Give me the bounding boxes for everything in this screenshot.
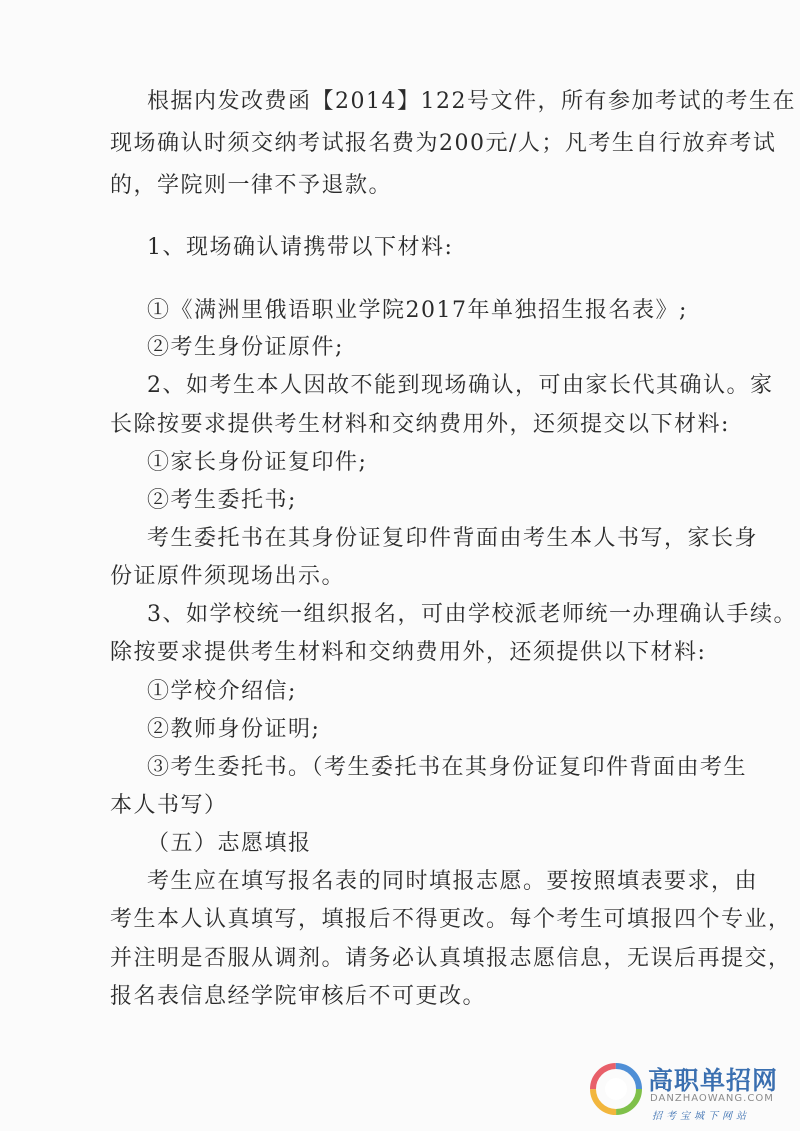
text-line: 考生应在填写报名表的同时填报志愿。要按照填表要求，由 bbox=[147, 869, 759, 894]
text-line: ②教师身份证明; bbox=[147, 717, 321, 742]
text-line: 根据内发改费函【2014】122号文件，所有参加考试的考生在 bbox=[147, 89, 796, 114]
text-line: 并注明是否服从调剂。请务必认真填报志愿信息，无误后再提交， bbox=[110, 946, 792, 971]
watermark-slogan: 招考宝城下网站 bbox=[652, 1111, 750, 1122]
text-line: 现场确认时须交纳考试报名费为200元/人；凡考生自行放弃考试 bbox=[110, 131, 777, 156]
text-line: 本人书写） bbox=[110, 793, 228, 818]
text-line: 份证原件须现场出示。 bbox=[110, 564, 346, 589]
section-heading: （五）志愿填报 bbox=[147, 831, 312, 856]
text-line: 2、如考生本人因故不能到现场确认，可由家长代其确认。家 bbox=[147, 373, 774, 398]
text-line: 报名表信息经学院审核后不可更改。 bbox=[110, 984, 487, 1009]
text-line: 考生本人认真填写，填报后不得更改。每个考生可填报四个专业， bbox=[110, 907, 792, 932]
text-line: 除按要求提供考生材料和交纳费用外，还须提供以下材料: bbox=[110, 640, 707, 665]
text-line: ①《满洲里俄语职业学院2017年单独招生报名表》; bbox=[147, 298, 688, 323]
text-line: 长除按要求提供考生材料和交纳费用外，还须提交以下材料: bbox=[110, 412, 730, 437]
site-watermark bbox=[588, 1059, 778, 1121]
watermark-domain: DANZHAOWANG.COM bbox=[650, 1093, 774, 1104]
text-line: 的，学院则一律不予退款。 bbox=[110, 173, 393, 198]
text-line: ②考生委托书; bbox=[147, 488, 297, 513]
text-line: ③考生委托书。（考生委托书在其身份证复印件背面由考生 bbox=[147, 755, 748, 780]
text-line: ②考生身份证原件; bbox=[147, 335, 344, 360]
site-logo-icon bbox=[588, 1061, 644, 1117]
text-line: 1、现场确认请携带以下材料: bbox=[147, 235, 454, 260]
text-line: ①学校介绍信; bbox=[147, 679, 297, 704]
text-line: ①家长身份证复印件; bbox=[147, 450, 368, 475]
text-line: 3、如学校统一组织报名，可由学校派老师统一办理确认手续。 bbox=[147, 602, 797, 627]
watermark-title: 高职单招网 bbox=[648, 1066, 779, 1095]
text-line: 考生委托书在其身份证复印件背面由考生本人书写，家长身 bbox=[147, 526, 759, 551]
